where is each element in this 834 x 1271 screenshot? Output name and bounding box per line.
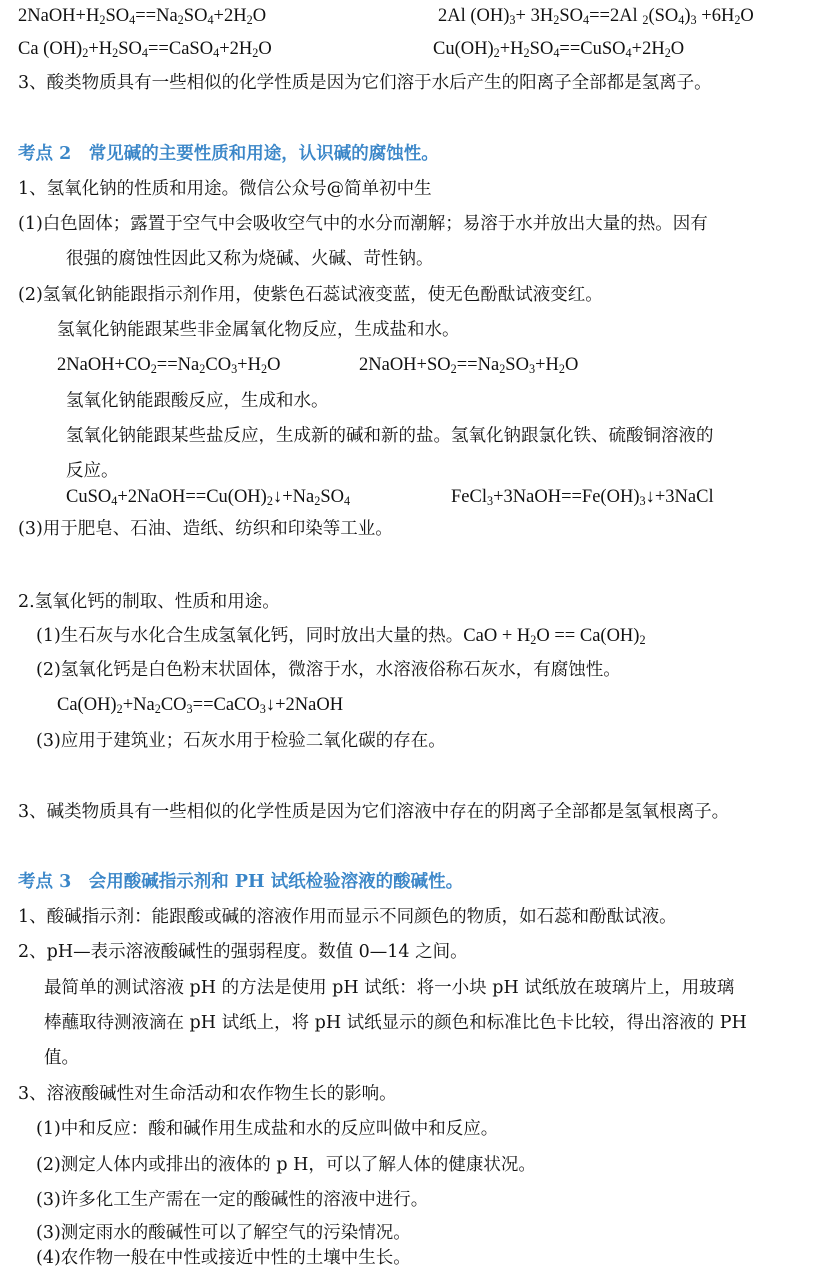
equation-subscript: 4 bbox=[678, 13, 685, 28]
equation-subscript: 2 bbox=[523, 46, 530, 61]
equation-subscript: 4 bbox=[207, 13, 214, 28]
equation-text: O == Ca(OH) bbox=[536, 626, 640, 646]
ph-method-3: 值。 bbox=[44, 1048, 79, 1068]
equation-text: FeCl bbox=[451, 487, 487, 507]
equation-text: ↓+3NaCl bbox=[645, 487, 714, 507]
caoh2-item-1 bbox=[36, 623, 646, 649]
equation-subscript: 4 bbox=[213, 46, 220, 61]
equation-subscript: 2 bbox=[314, 494, 321, 509]
equation-subscript: 2 bbox=[82, 46, 89, 61]
equation-subscript: 2 bbox=[246, 13, 253, 28]
equation-text: ==CaCO bbox=[192, 695, 260, 715]
equation-text: Ca (OH) bbox=[18, 39, 83, 59]
equation-text: CaO + H bbox=[463, 626, 531, 646]
equation-cao-h2o bbox=[463, 626, 645, 646]
equation-text: Cu(OH) bbox=[433, 39, 494, 59]
equation-subscript: 4 bbox=[111, 494, 118, 509]
equation-text: ==CuSO bbox=[559, 39, 626, 59]
acid-property-note: 3、酸类物质具有一些相似的化学性质是因为它们溶于水后产生的阳离子全部都是氢离子。 bbox=[18, 73, 712, 93]
equation-subscript: 4 bbox=[553, 46, 560, 61]
naoh-property-2: (2)氢氧化钠能跟指示剂作用，使紫色石蕊试液变蓝，使无色酚酞试液变红。 bbox=[18, 285, 603, 305]
naoh-uses: (3)用于肥皂、石油、造纸、纺织和印染等工业。 bbox=[18, 519, 393, 539]
equation-text: Ca(OH) bbox=[57, 695, 117, 715]
equation-subscript: 2 bbox=[260, 362, 268, 377]
equation-text: ↓+Na bbox=[272, 487, 315, 507]
equation-subscript: 4 bbox=[141, 46, 148, 61]
equation-text: O bbox=[252, 6, 267, 26]
equation-text: 2Al (OH) bbox=[438, 6, 510, 26]
naoh-acid-reaction: 氢氧化钠能跟酸反应，生成和水。 bbox=[66, 391, 329, 411]
equation-subscript: 3 bbox=[231, 362, 238, 377]
equation-subscript: 2 bbox=[154, 702, 161, 717]
base-property-note: 3、碱类物质具有一些相似的化学性质是因为它们溶液中存在的阴离子全部都是氢氧根离子。 bbox=[18, 802, 730, 822]
equation-text: ) bbox=[684, 6, 691, 26]
equation-cuso4-naoh bbox=[66, 484, 350, 510]
equation-subscript: 2 bbox=[499, 362, 506, 377]
subsection-caoh2: 2.氢氧化钙的制取、性质和用途。 bbox=[18, 592, 280, 612]
equation-text: +H bbox=[535, 355, 559, 375]
equation-subscript: 2 bbox=[112, 46, 119, 61]
impact-item-2: (2)测定人体内或排出的液体的 p H，可以了解人体的健康状况。 bbox=[36, 1155, 536, 1175]
equation-fecl3-naoh bbox=[451, 484, 714, 510]
equation-subscript: 2 bbox=[99, 13, 106, 28]
equation-naoh-co2 bbox=[57, 352, 280, 378]
equation-subscript: 2 bbox=[639, 633, 646, 648]
equation-text: +3NaOH==Fe(OH) bbox=[493, 487, 640, 507]
equation-subscript: 3 bbox=[509, 13, 516, 28]
equation-subscript: 2 bbox=[266, 494, 273, 509]
equation-text: 2NaOH+CO bbox=[57, 355, 151, 375]
equation-subscript: 3 bbox=[690, 13, 697, 28]
equation-text: SO bbox=[118, 39, 142, 59]
equation-subscript: 3 bbox=[639, 494, 646, 509]
equation-caoh2-h2so4 bbox=[18, 36, 272, 62]
ph-method-1: 最简单的测试溶液 pH 的方法是使用 pH 试纸：将一小块 pH 试纸放在玻璃片上，用玻璃 bbox=[44, 978, 735, 998]
acidity-impact-heading: 3、溶液酸碱性对生命活动和农作物生长的影响。 bbox=[18, 1084, 397, 1104]
equation-subscript: 2 bbox=[199, 362, 206, 377]
equation-caoh2-na2co3 bbox=[57, 692, 343, 718]
equation-subscript: 2 bbox=[642, 13, 649, 28]
equation-text: +Na bbox=[122, 695, 155, 715]
naoh-property-1a: (1)白色固体；露置于空气中会吸收空气中的水分而潮解；易溶于水并放出大量的热。因有 bbox=[18, 214, 708, 234]
equation-text: 2NaOH+SO bbox=[359, 355, 451, 375]
ph-definition: 2、pH—表示溶液酸碱性的强弱程度。数值 0—14 之间。 bbox=[18, 942, 468, 962]
equation-text: SO bbox=[105, 6, 130, 26]
equation-text: +2H bbox=[631, 39, 665, 59]
caoh2-item-2: (2)氢氧化钙是白色粉末状固体，微溶于水，水溶液俗称石灰水，有腐蚀性。 bbox=[36, 660, 621, 680]
equation-subscript: 2 bbox=[150, 362, 157, 377]
equation-text: ==Na bbox=[456, 355, 500, 375]
equation-subscript: 2 bbox=[450, 362, 457, 377]
impact-item-4: (3)测定雨水的酸碱性可以了解空气的污染情况。 bbox=[36, 1223, 411, 1243]
naoh-salt-reaction-2: 反应。 bbox=[66, 461, 119, 481]
equation-text: O bbox=[740, 6, 754, 26]
equation-text: O bbox=[670, 39, 685, 59]
caoh2-item-3: (3)应用于建筑业；石灰水用于检验二氧化碳的存在。 bbox=[36, 731, 446, 751]
equation-naoh-h2so4 bbox=[18, 3, 266, 29]
equation-text: +2H bbox=[213, 6, 247, 26]
indicator-definition: 1、酸碱指示剂：能跟酸或碱的溶液作用而显示不同颜色的物质，如石蕊和酚酞试液。 bbox=[18, 907, 677, 927]
equation-subscript: 3 bbox=[486, 494, 494, 509]
equation-text: SO bbox=[559, 6, 583, 26]
section-heading-kp3: 考点 3 会用酸碱指示剂和 PH 试纸检验溶液的酸碱性。 bbox=[18, 872, 464, 892]
equation-subscript: 4 bbox=[625, 46, 632, 61]
equation-subscript: 2 bbox=[116, 702, 123, 717]
equation-text: CO bbox=[205, 355, 232, 375]
equation-text: SO bbox=[183, 6, 208, 26]
equation-text: + 3H bbox=[515, 6, 554, 26]
equation-text: SO bbox=[505, 355, 529, 375]
ph-method-2: 棒蘸取待测液滴在 pH 试纸上，将 pH 试纸显示的颜色和标准比色卡比较，得出溶液的 PH bbox=[44, 1013, 747, 1033]
equation-text: +2H bbox=[219, 39, 253, 59]
equation-subscript: 4 bbox=[582, 13, 590, 28]
equation-text: (SO bbox=[648, 6, 679, 26]
equation-naoh-so2 bbox=[359, 352, 578, 378]
naoh-nonmetal-oxide: 氢氧化钠能跟某些非金属氧化物反应，生成盐和水。 bbox=[57, 320, 460, 340]
equation-text: SO bbox=[529, 39, 554, 59]
equation-subscript: 3 bbox=[186, 702, 193, 717]
equation-text: CO bbox=[160, 695, 187, 715]
equation-subscript: 3 bbox=[528, 362, 536, 377]
section-heading-kp2: 考点 2 常见碱的主要性质和用途，认识碱的腐蚀性。 bbox=[18, 144, 439, 164]
equation-subscript: 2 bbox=[553, 13, 560, 28]
equation-cuoh2-h2so4 bbox=[433, 36, 684, 62]
equation-text: O bbox=[258, 39, 272, 59]
impact-item-5: (4)农作物一般在中性或接近中性的土壤中生长。 bbox=[36, 1248, 411, 1268]
equation-text: 2NaOH+H bbox=[18, 6, 100, 26]
equation-text: ==Na bbox=[135, 6, 178, 26]
caoh2-item-1-text: (1)生石灰与水化合生成氢氧化钙，同时放出大量的热。 bbox=[36, 626, 464, 646]
equation-subscript: 2 bbox=[664, 46, 671, 61]
impact-item-3: (3)许多化工生产需在一定的酸碱性的溶液中进行。 bbox=[36, 1190, 429, 1210]
equation-subscript: 2 bbox=[177, 13, 184, 28]
equation-subscript: 3 bbox=[259, 702, 266, 717]
equation-text: SO bbox=[320, 487, 344, 507]
equation-text: ==2Al bbox=[589, 6, 643, 26]
equation-text: +2NaOH==Cu(OH) bbox=[117, 487, 267, 507]
equation-text: ↓+2NaOH bbox=[265, 695, 344, 715]
equation-text: +H bbox=[88, 39, 113, 59]
equation-text: CuSO bbox=[66, 487, 112, 507]
equation-subscript: 2 bbox=[734, 13, 741, 28]
equation-text: O bbox=[564, 355, 579, 375]
equation-text: +6H bbox=[696, 6, 735, 26]
equation-text: +H bbox=[499, 39, 524, 59]
naoh-salt-reaction-1: 氢氧化钠能跟某些盐反应，生成新的碱和新的盐。氢氧化钠跟氯化铁、硫酸铜溶液的 bbox=[66, 426, 714, 446]
equation-subscript: 4 bbox=[343, 494, 351, 509]
equation-subscript: 2 bbox=[493, 46, 500, 61]
equation-subscript: 2 bbox=[558, 362, 565, 377]
equation-subscript: 2 bbox=[530, 633, 537, 648]
naoh-property-1b: 很强的腐蚀性因此又称为烧碱、火碱、苛性钠。 bbox=[66, 249, 434, 269]
subsection-naoh: 1、氢氧化钠的性质和用途。微信公众号@简单初中生 bbox=[18, 179, 432, 199]
impact-item-1: (1)中和反应：酸和碱作用生成盐和水的反应叫做中和反应。 bbox=[36, 1119, 499, 1139]
equation-text: O bbox=[267, 355, 281, 375]
equation-text: ==Na bbox=[156, 355, 200, 375]
equation-text: +H bbox=[237, 355, 261, 375]
equation-subscript: 4 bbox=[129, 13, 136, 28]
equation-subscript: 2 bbox=[252, 46, 259, 61]
equation-text: ==CaSO bbox=[148, 39, 214, 59]
equation-aloh3-h2so4 bbox=[438, 3, 754, 29]
